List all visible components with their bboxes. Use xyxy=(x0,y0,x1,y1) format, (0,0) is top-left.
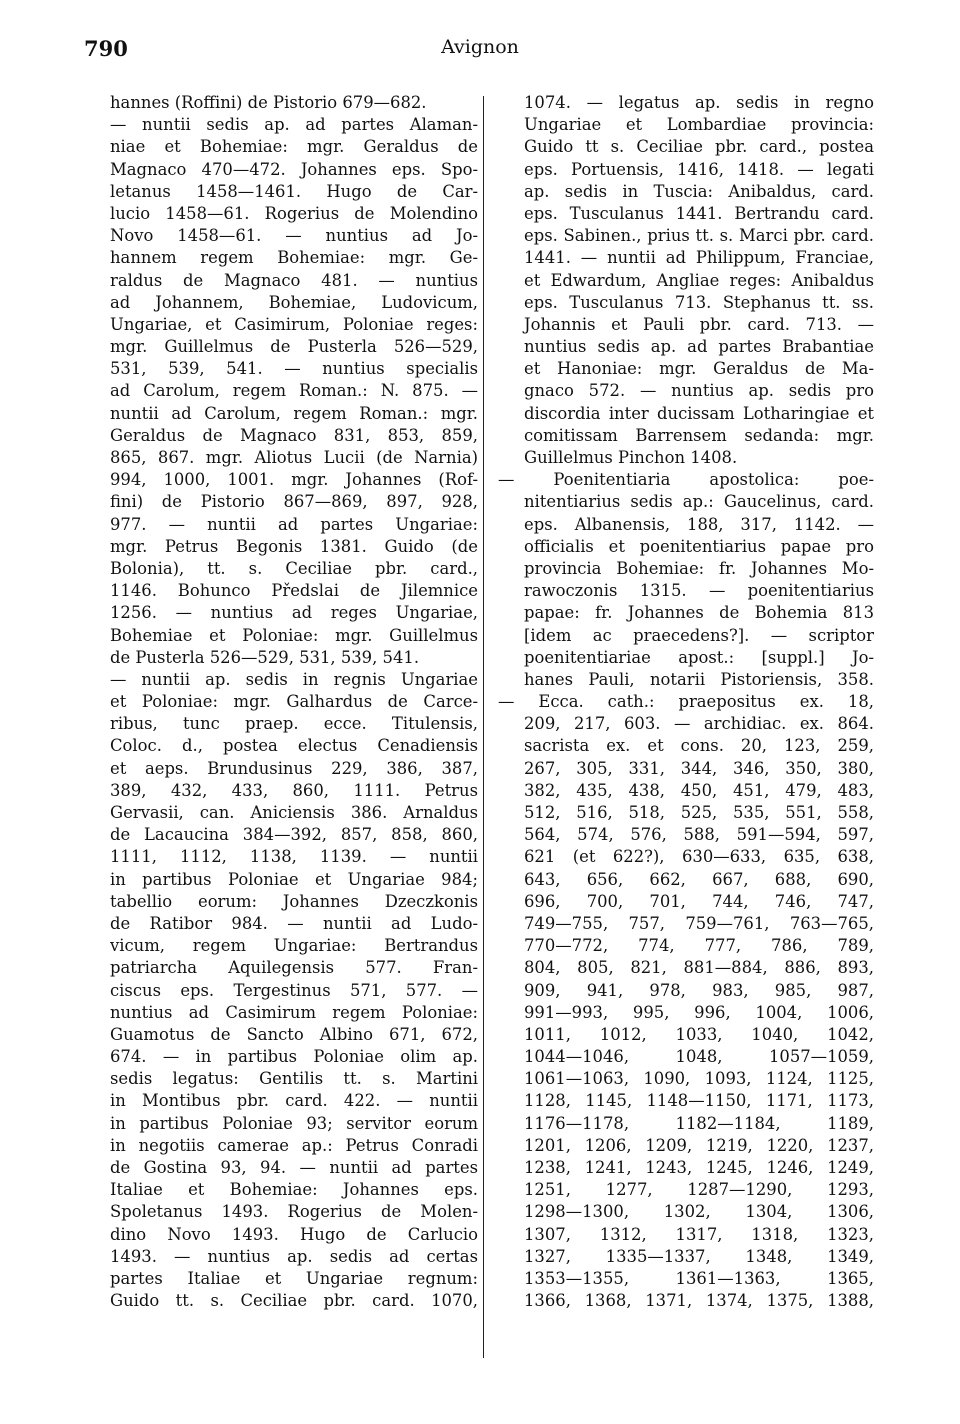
text-line: Novo 1458—61. — nuntius ad Jo- xyxy=(110,226,478,246)
page-number: 790 xyxy=(84,36,128,61)
text-line: — Poenitentiaria apostolica: poe- xyxy=(498,470,874,490)
text-line: — nuntii sedis ap. ad partes Alaman- xyxy=(110,115,478,135)
text-line: et aeps. Brundusinus 229, 386, 387, xyxy=(110,758,478,778)
text-line: provincia Bohemiae: fr. Johannes Mo- xyxy=(524,558,874,578)
text-line: 1061—1063, 1090, 1093, 1124, 1125, xyxy=(524,1069,874,1089)
text-line: Bolonia), tt. s. Ceciliae pbr. card., xyxy=(110,558,478,578)
text-line: rawoczonis 1315. — poenitentiarius xyxy=(524,581,874,601)
text-line: tabellio eorum: Johannes Dzeczkonis xyxy=(110,891,478,911)
text-line: sedis legatus: Gentilis tt. s. Martini xyxy=(110,1069,478,1089)
text-line: discordia inter ducissam Lotharingiae et xyxy=(524,403,874,423)
text-line: 770—772, 774, 777, 786, 789, xyxy=(524,936,874,956)
text-line: ap. sedis in Tuscia: Anibaldus, card. xyxy=(524,181,874,201)
text-line: 1256. — nuntius ad reges Ungariae, xyxy=(110,603,478,623)
text-line: 1307, 1312, 1317, 1318, 1323, xyxy=(524,1224,874,1244)
text-line: hannes (Roffini) de Pistorio 679—682. xyxy=(110,93,427,112)
text-line: Ungariae et Lombardiae provincia: xyxy=(524,115,874,135)
text-line: 1044—1046, 1048, 1057—1059, xyxy=(524,1047,874,1067)
text-line: poenitentiariae apost.: [suppl.] Jo- xyxy=(524,647,874,667)
text-line: lucio 1458—61. Rogerius de Molendino xyxy=(110,203,478,223)
text-line: eps. Tusculanus 1441. Bertrandu card. xyxy=(524,203,874,223)
text-line: in partibus Poloniae 93; servitor eorum xyxy=(110,1113,478,1133)
text-line: in Montibus pbr. card. 422. — nuntii xyxy=(110,1091,478,1111)
text-line: partes Italiae et Ungariae regnum: xyxy=(110,1268,478,1288)
text-line: Ungariae, et Casimirum, Poloniae reges: xyxy=(110,314,478,334)
text-line: in negotiis camerae ap.: Petrus Conradi xyxy=(110,1135,478,1155)
text-line: gnaco 572. — nuntius ap. sedis pro xyxy=(524,381,874,401)
text-line: ad Johannem, Bohemiae, Ludovicum, xyxy=(110,292,478,312)
text-line: Guillelmus Pinchon 1408. xyxy=(524,448,738,467)
text-line: nuntius ad Casimirum regem Poloniae: xyxy=(110,1002,478,1022)
text-line: 1128, 1145, 1148—1150, 1171, 1173, xyxy=(524,1091,874,1111)
text-line: hannem regem Bohemiae: mgr. Ge- xyxy=(110,248,478,268)
text-line: 531, 539, 541. — nuntius specialis xyxy=(110,359,478,379)
text-line: 1353—1355, 1361—1363, 1365, xyxy=(524,1268,874,1288)
text-line: 389, 432, 433, 860, 1111. Petrus xyxy=(110,780,478,800)
text-line: 564, 574, 576, 588, 591—594, 597, xyxy=(524,825,874,845)
text-line: 1251, 1277, 1287—1290, 1293, xyxy=(524,1180,874,1200)
text-line: 994, 1000, 1001. mgr. Johannes (Rof- xyxy=(110,470,478,490)
text-line: vicum, regem Ungariae: Bertrandus xyxy=(110,936,478,956)
text-line: 1298—1300, 1302, 1304, 1306, xyxy=(524,1202,874,1222)
text-line: Gervasii, can. Aniciensis 386. Arnaldus xyxy=(110,803,478,822)
text-line: Geraldus de Magnaco 831, 853, 859, xyxy=(110,425,478,445)
text-line: et Edwardum, Angliae reges: Anibaldus xyxy=(524,270,874,290)
text-line: in partibus Poloniae et Ungariae 984; xyxy=(110,869,478,889)
text-line: nuntii ad Carolum, regem Roman.: mgr. xyxy=(110,403,478,423)
text-line: niae et Bohemiae: mgr. Geraldus de xyxy=(110,137,478,157)
column-divider xyxy=(483,96,484,1358)
text-line: Bohemiae et Poloniae: mgr. Guillelmus xyxy=(110,625,478,645)
text-line: officialis et poenitentiarius papae pro xyxy=(524,536,874,556)
text-line: nuntius sedis ap. ad partes Brabantiae xyxy=(524,337,874,357)
text-line: 1441. — nuntii ad Philippum, Franciae, xyxy=(524,248,874,268)
text-line: hanes Pauli, notarii Pistoriensis, 358. xyxy=(524,669,874,689)
text-line: de Pusterla 526—529, 531, 539, 541. xyxy=(110,647,420,667)
text-line: 749—755, 757, 759—761, 763—765, xyxy=(524,913,874,933)
text-line: sacrista ex. et cons. 20, 123, 259, xyxy=(524,736,874,756)
text-line: 643, 656, 662, 667, 688, 690, xyxy=(524,869,874,889)
text-line: eps. Tusculanus 713. Stephanus tt. ss. xyxy=(524,292,874,312)
page-header xyxy=(0,36,960,64)
text-line: 1011, 1012, 1033, 1040, 1042, xyxy=(524,1024,874,1044)
text-line: 621 (et 622?), 630—633, 635, 638, xyxy=(524,847,874,867)
text-line: 1111, 1112, 1138, 1139. — nuntii xyxy=(110,847,478,867)
text-line: Guamotus de Sancto Albino 671, 672, xyxy=(110,1024,478,1044)
text-line: eps. Albanensis, 188, 317, 1142. — xyxy=(524,514,874,534)
running-title: Avignon xyxy=(441,36,519,58)
text-line: papae: fr. Johannes de Bohemia 813 xyxy=(524,603,874,623)
text-line: 1327, 1335—1337, 1348, 1349, xyxy=(524,1246,874,1266)
text-line: 1074. — legatus ap. sedis in regno xyxy=(524,93,874,112)
text-line: ad Carolum, regem Roman.: N. 875. — xyxy=(110,381,478,401)
text-line: 674. — in partibus Poloniae olim ap. xyxy=(110,1047,478,1067)
text-line: Magnaco 470—472. Johannes eps. Spo- xyxy=(110,159,478,179)
text-line: de Gostina 93, 94. — nuntii ad partes xyxy=(110,1158,478,1177)
text-line: Guido tt s. Ceciliae pbr. card., postea xyxy=(524,137,874,157)
text-line: 209, 217, 603. — archidiac. ex. 864. xyxy=(524,714,874,734)
text-line: 1366, 1368, 1371, 1374, 1375, 1388, xyxy=(524,1291,874,1311)
text-line: mgr. Guillelmus de Pusterla 526—529, xyxy=(110,337,478,357)
text-line: de Ratibor 984. — nuntii ad Ludo- xyxy=(110,913,478,933)
text-line: et Hanoniae: mgr. Geraldus de Ma- xyxy=(524,359,874,379)
text-line: 267, 305, 331, 344, 346, 350, 380, xyxy=(524,758,874,778)
left-column xyxy=(110,92,478,1312)
text-line: [idem ac praecedens?]. — scriptor xyxy=(524,625,874,645)
text-line: 382, 435, 438, 450, 451, 479, 483, xyxy=(524,780,874,800)
text-line: ciscus eps. Tergestinus 571, 577. — xyxy=(110,980,478,1000)
text-line: Spoletanus 1493. Rogerius de Molen- xyxy=(110,1202,478,1222)
text-line: 1201, 1206, 1209, 1219, 1220, 1237, xyxy=(524,1135,874,1155)
right-column xyxy=(498,92,874,1312)
text-line: 1176—1178, 1182—1184, 1189, xyxy=(524,1113,874,1133)
text-line: 512, 516, 518, 525, 535, 551, 558, xyxy=(524,803,874,822)
text-line: Johannis et Pauli pbr. card. 713. — xyxy=(524,314,874,334)
text-line: mgr. Petrus Begonis 1381. Guido (de xyxy=(110,536,478,556)
text-line: Italiae et Bohemiae: Johannes eps. xyxy=(110,1180,478,1200)
text-line: eps. Portuensis, 1416, 1418. — legati xyxy=(524,159,874,179)
text-line: 804, 805, 821, 881—884, 886, 893, xyxy=(524,958,874,978)
text-line: — nuntii ap. sedis in regnis Ungariae xyxy=(110,669,478,689)
text-line: 865, 867. mgr. Aliotus Lucii (de Narnia) xyxy=(110,448,478,467)
text-line: 1238, 1241, 1243, 1245, 1246, 1249, xyxy=(524,1158,874,1177)
text-line: de Lacaucina 384—392, 857, 858, 860, xyxy=(110,825,478,845)
text-line: — Ecca. cath.: praepositus ex. 18, xyxy=(498,692,874,712)
text-line: ribus, tunc praep. ecce. Titulensis, xyxy=(110,714,478,734)
text-line: Guido tt. s. Ceciliae pbr. card. 1070, xyxy=(110,1291,478,1311)
text-line: patriarcha Aquilegensis 577. Fran- xyxy=(110,958,478,978)
text-line: 991—993, 995, 996, 1004, 1006, xyxy=(524,1002,874,1022)
text-line: 1146. Bohunco Předslai de Jilemnice xyxy=(110,581,478,601)
text-line: dino Novo 1493. Hugo de Carlucio xyxy=(110,1224,478,1244)
text-line: 977. — nuntii ad partes Ungariae: xyxy=(110,514,478,534)
text-line: 1493. — nuntius ap. sedis ad certas xyxy=(110,1246,478,1266)
text-line: fini) de Pistorio 867—869, 897, 928, xyxy=(110,492,478,512)
text-line: nitentiarius sedis ap.: Gaucelinus, card. xyxy=(524,492,874,512)
text-line: et Poloniae: mgr. Galhardus de Carce- xyxy=(110,692,478,712)
text-line: letanus 1458—1461. Hugo de Car- xyxy=(110,181,478,201)
text-line: raldus de Magnaco 481. — nuntius xyxy=(110,270,478,290)
text-line: 909, 941, 978, 983, 985, 987, xyxy=(524,980,874,1000)
text-line: Coloc. d., postea electus Cenadiensis xyxy=(110,736,478,756)
text-line: eps. Sabinen., prius tt. s. Marci pbr. card. xyxy=(524,226,874,246)
text-line: 696, 700, 701, 744, 746, 747, xyxy=(524,891,874,911)
text-line: comitissam Barrensem sedanda: mgr. xyxy=(524,425,874,445)
